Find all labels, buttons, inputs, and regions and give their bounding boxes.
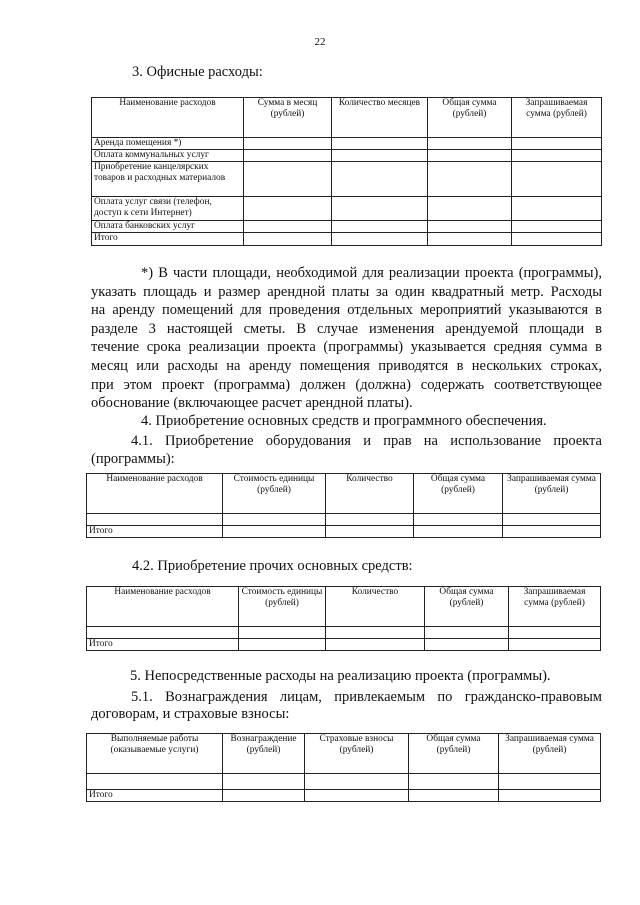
row-label: Приобретение канцелярских товаров и расходных материалов bbox=[92, 162, 244, 197]
col-header-total: Общая сумма (рублей) bbox=[409, 734, 499, 774]
table-row bbox=[87, 774, 601, 790]
row-label: Оплата банковских услуг bbox=[92, 221, 244, 233]
note-line: месяц или расходы на аренду помещения приводятся в нескольких строках, bbox=[91, 357, 602, 374]
section4-2-heading: 4.2. Приобретение прочих основных средств: bbox=[132, 558, 413, 574]
col-header-total: Общая сумма (рублей) bbox=[414, 474, 503, 514]
row-label: Итого bbox=[92, 233, 244, 246]
col-header-total: Общая сумма (рублей) bbox=[428, 98, 512, 138]
section4-1-heading-cont: (программы): bbox=[91, 451, 175, 467]
col-header-name: Наименование расходов bbox=[87, 587, 239, 627]
section3-heading: 3. Офисные расходы: bbox=[132, 64, 263, 80]
col-header-requested: Запрашиваемая сумма (рублей) bbox=[512, 98, 602, 138]
col-header-fee: Вознаграждение (рублей) bbox=[223, 734, 305, 774]
row-label: Оплата услуг связи (телефон, доступ к сети Интернет) bbox=[92, 197, 244, 221]
table-row bbox=[92, 162, 602, 197]
col-header-name: Наименование расходов bbox=[87, 474, 223, 514]
office-expenses-table bbox=[91, 97, 602, 246]
col-header-months: Количество месяцев bbox=[332, 98, 428, 138]
col-header-total: Общая сумма (рублей) bbox=[425, 587, 509, 627]
total-label: Итого bbox=[87, 639, 239, 651]
row-label: Аренда помещения *) bbox=[92, 138, 244, 150]
page-number: 22 bbox=[314, 36, 326, 48]
note-line: течение срока реализации проекта (программы) указывается средняя сумма в bbox=[91, 339, 602, 356]
note-line: при этом проект (программа) должен (должна) содержать соответствующее bbox=[91, 376, 602, 393]
table-row-total bbox=[87, 526, 601, 538]
total-label: Итого bbox=[87, 790, 223, 802]
section5-heading: 5. Непосредственные расходы на реализацию проекта (программы). bbox=[130, 668, 551, 684]
note-line: обоснование (включающее расчет арендной платы). bbox=[91, 395, 413, 412]
table-row bbox=[92, 150, 602, 162]
col-header-quantity: Количество bbox=[326, 587, 425, 627]
col-header-quantity: Количество bbox=[326, 474, 414, 514]
other-assets-table bbox=[86, 586, 601, 651]
col-header-requested: Запрашиваемая сумма (рублей) bbox=[509, 587, 601, 627]
note-line: *) В части площади, необходимой для реализации проекта (программы), bbox=[141, 265, 602, 281]
row-label: Оплата коммунальных услуг bbox=[92, 150, 244, 162]
col-header-requested: Запрашиваемая сумма (рублей) bbox=[503, 474, 601, 514]
col-header-name: Наименование расходов bbox=[92, 98, 244, 138]
table-row-total bbox=[92, 233, 602, 246]
note-line: на аренду помещений для проведения отдельных мероприятий указываются в bbox=[91, 302, 602, 319]
footnote-paragraph bbox=[91, 264, 602, 413]
col-header-unit-cost: Стоимость единицы (рублей) bbox=[223, 474, 326, 514]
table-row bbox=[92, 138, 602, 150]
section5-1-heading: 5.1. Вознаграждения лицам, привлекаемым по гражданско-правовым bbox=[131, 689, 602, 705]
col-header-works: Выполняемые работы (оказываемые услуги) bbox=[87, 734, 223, 774]
col-header-monthly: Сумма в месяц (рублей) bbox=[244, 98, 332, 138]
section4-heading: 4. Приобретение основных средств и программного обеспечения. bbox=[141, 413, 547, 429]
table-row-total bbox=[87, 790, 601, 802]
total-label: Итого bbox=[87, 526, 223, 538]
note-line: указать площадь и размер арендной платы за один квадратный метр. Расходы bbox=[91, 283, 602, 300]
table-row bbox=[87, 627, 601, 639]
equipment-table bbox=[86, 473, 601, 538]
section5-1-heading-cont: договорам, и страховые взносы: bbox=[91, 706, 290, 722]
civil-contracts-table bbox=[86, 733, 601, 802]
col-header-insurance: Страховые взносы (рублей) bbox=[305, 734, 409, 774]
table-row-total bbox=[87, 639, 601, 651]
table-row bbox=[87, 514, 601, 526]
note-line: разделе 3 настоящей сметы. В случае изменения арендуемой площади в bbox=[91, 320, 602, 337]
table-row bbox=[92, 221, 602, 233]
col-header-requested: Запрашиваемая сумма (рублей) bbox=[499, 734, 601, 774]
table-row bbox=[92, 197, 602, 221]
section4-1-heading: 4.1. Приобретение оборудования и прав на использование проекта bbox=[131, 433, 602, 449]
col-header-unit-cost: Стоимость единицы (рублей) bbox=[239, 587, 326, 627]
